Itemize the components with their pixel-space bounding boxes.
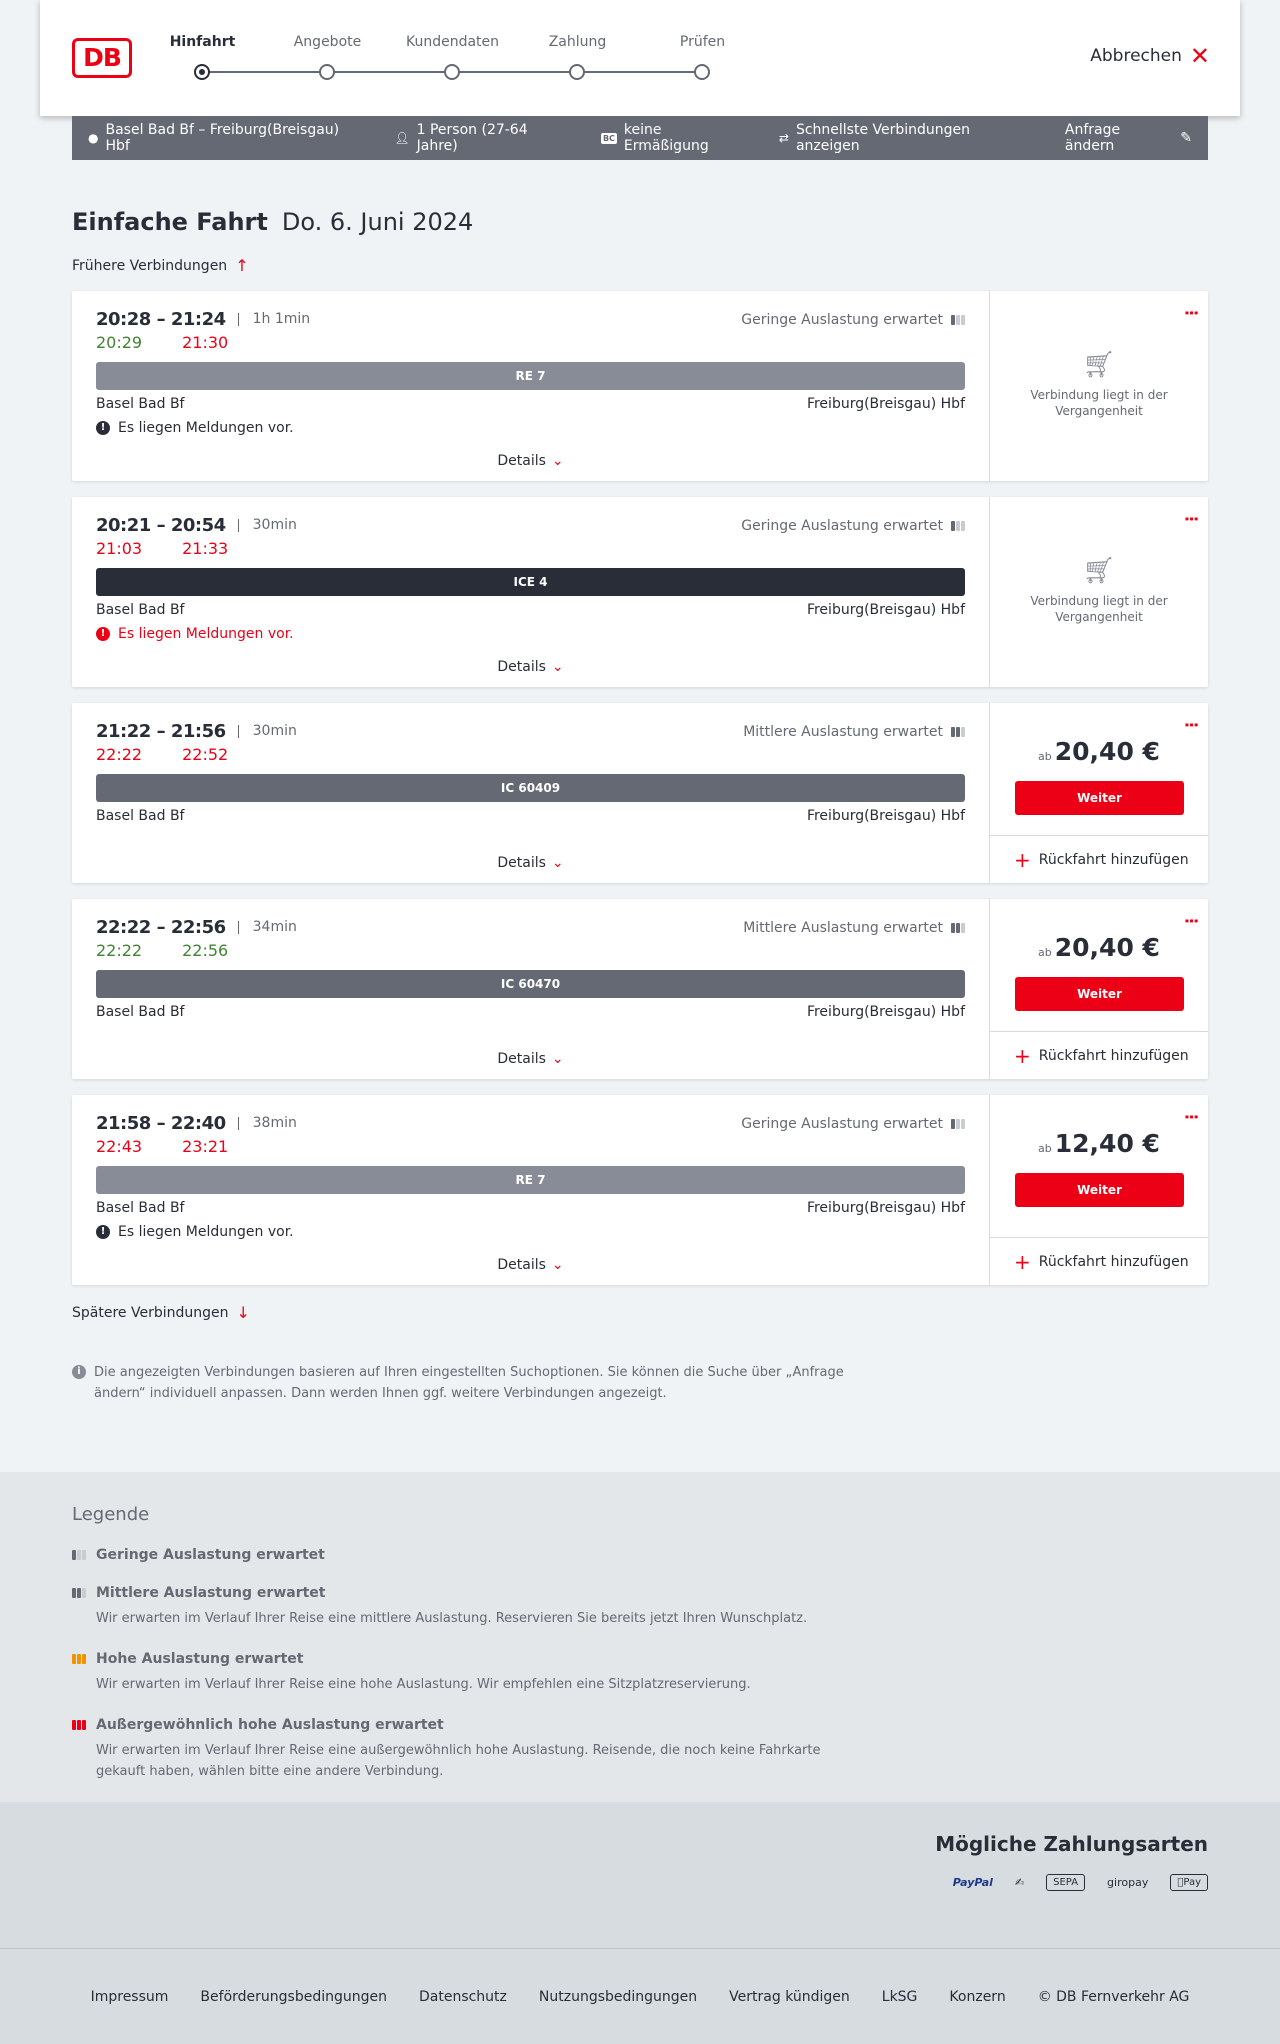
occupancy-label: Geringe Auslastung erwartet xyxy=(741,1115,943,1132)
scheduled-times: 22:22 – 22:56 xyxy=(96,917,226,938)
price-prefix: ab xyxy=(1038,750,1052,763)
step-dot xyxy=(444,64,460,80)
train-bar[interactable]: RE 7 xyxy=(96,362,965,390)
payment-title: Mögliche Zahlungsarten xyxy=(935,1832,1208,1856)
legend-title: Legende xyxy=(72,1504,150,1525)
legend-medium-title: Mittlere Auslastung erwartet xyxy=(96,1585,326,1601)
step-dot xyxy=(569,64,585,80)
legend-item-extreme xyxy=(72,1717,1208,1782)
more-options-icon[interactable]: ⋮ xyxy=(1182,717,1201,733)
connection-info xyxy=(72,899,990,1079)
occupancy-icon xyxy=(951,923,965,933)
details-toggle[interactable] xyxy=(72,453,989,469)
occupancy xyxy=(741,518,965,534)
person-icon: 👤︎ xyxy=(394,131,410,145)
location-pin-icon: ● xyxy=(88,131,99,145)
stations xyxy=(96,396,965,412)
header xyxy=(40,0,1240,116)
realtime-departure: 22:22 xyxy=(96,745,143,764)
results xyxy=(72,208,1208,1404)
connection-card xyxy=(72,497,1208,687)
to-station: Freiburg(Breisgau) Hbf xyxy=(806,808,965,824)
occupancy-label: Geringe Auslastung erwartet xyxy=(741,517,943,534)
weiter-button[interactable]: Weiter xyxy=(1015,781,1184,815)
offer-panel xyxy=(990,703,1208,883)
card-payment-icon: ✍ xyxy=(1014,1876,1025,1889)
legend-medium-desc: Wir erwarten im Verlauf Ihrer Reise eine mittlere Auslastung. Reservieren Sie bereits jetzt Ihren Wunschplatz. xyxy=(96,1611,808,1626)
realtime-arrival: 23:21 xyxy=(182,1137,229,1156)
past-notice xyxy=(990,351,1208,419)
abort-button[interactable] xyxy=(1090,42,1210,70)
occupancy-label: Geringe Auslastung erwartet xyxy=(741,311,943,328)
scheduled-times: 20:21 – 20:54 xyxy=(96,515,226,536)
arrow-up-icon: ↑ xyxy=(235,256,249,275)
cart-blocked-icon: 🛒︎ xyxy=(1082,350,1116,380)
occupancy-icon xyxy=(951,727,965,737)
offer-panel xyxy=(990,291,1208,481)
legend-extreme-desc: Wir erwarten im Verlauf Ihrer Reise eine außergewöhnlich hohe Auslastung. Reisende, die noch keine Fahrkarte gekauft haben, wählen bitte eine andere Verbindung. xyxy=(96,1743,821,1779)
query-route: Basel Bad Bf – Freiburg(Breisgau) Hbf xyxy=(105,122,340,154)
query-persons: 1 Person (27-64 Jahre) xyxy=(416,122,528,154)
chevron-down-icon: ⌄ xyxy=(551,855,564,871)
scheduled-times: 21:58 – 22:40 xyxy=(96,1113,226,1134)
footer-datenschutz[interactable]: Datenschutz xyxy=(418,1988,507,2005)
apple-pay-icon xyxy=(1170,1874,1208,1891)
details-label: Details xyxy=(497,453,546,469)
query-fastest[interactable]: Schnellste Verbindungen anzeigen xyxy=(795,122,971,154)
realtime-times xyxy=(96,745,965,764)
occupancy-icon xyxy=(951,521,965,531)
later-connections-link[interactable] xyxy=(72,1303,1208,1322)
chevron-down-icon: ⌄ xyxy=(551,1257,564,1273)
realtime-times xyxy=(96,539,965,558)
realtime-arrival: 22:56 xyxy=(182,941,229,960)
legend-high-desc: Wir erwarten im Verlauf Ihrer Reise eine hohe Auslastung. Wir empfehlen eine Sitzplatzreservierung. xyxy=(96,1677,751,1692)
realtime-departure: 22:22 xyxy=(96,941,143,960)
earlier-label: Frühere Verbindungen xyxy=(72,257,228,274)
query-discount: keine Ermäßigung xyxy=(623,122,709,154)
step-zahlung: Zahlung xyxy=(548,34,607,50)
message-notice[interactable] xyxy=(96,420,965,436)
price xyxy=(990,737,1208,766)
step-dot-active xyxy=(194,64,210,80)
price-value: 20,40 € xyxy=(1054,737,1160,766)
message-text: Es liegen Meldungen vor. xyxy=(118,626,294,642)
footer-kuendigen[interactable]: Vertrag kündigen xyxy=(729,1988,850,2005)
occupancy-icon xyxy=(951,315,965,325)
message-text: Es liegen Meldungen vor. xyxy=(118,420,294,436)
connection-card xyxy=(72,899,1208,1079)
details-label: Details xyxy=(497,855,546,871)
page-title xyxy=(72,208,1208,236)
alert-icon: ! xyxy=(96,421,110,435)
details-label: Details xyxy=(497,1051,546,1067)
arrow-down-icon: ↓ xyxy=(236,1303,250,1322)
occupancy xyxy=(743,724,965,740)
connection-info xyxy=(72,1095,990,1285)
connection-list xyxy=(72,291,1208,1285)
footer-copyright: © DB Fernverkehr AG xyxy=(1037,1988,1190,2005)
alert-icon: ! xyxy=(96,627,110,641)
legend-high-title: Hohe Auslastung erwartet xyxy=(96,1651,304,1667)
weiter-button[interactable]: Weiter xyxy=(1015,1173,1184,1207)
details-toggle[interactable] xyxy=(72,659,989,675)
db-logo[interactable]: DB xyxy=(72,38,132,78)
stations xyxy=(96,1004,965,1020)
realtime-departure: 20:29 xyxy=(96,333,143,352)
chevron-down-icon: ⌄ xyxy=(551,453,564,469)
details-toggle[interactable] xyxy=(72,1051,989,1067)
from-station: Basel Bad Bf xyxy=(96,396,185,412)
legend-item-low xyxy=(72,1547,1208,1563)
giropay-icon: giropay xyxy=(1107,1876,1149,1889)
query-bar xyxy=(72,116,1208,160)
step-hinfahrt: Hinfahrt xyxy=(169,34,236,50)
alert-icon: ! xyxy=(96,1225,110,1239)
return-label: Rückfahrt hinzufügen xyxy=(1038,1253,1189,1270)
from-station: Basel Bad Bf xyxy=(96,1004,185,1020)
plus-icon: + xyxy=(1014,1043,1031,1068)
to-station: Freiburg(Breisgau) Hbf xyxy=(806,602,965,618)
past-label: Verbindung liegt in der Vergangenheit xyxy=(1030,388,1168,418)
details-label: Details xyxy=(497,1257,546,1273)
trip-date: Do. 6. Juni 2024 xyxy=(281,208,474,236)
chevron-down-icon: ⌄ xyxy=(551,1051,564,1067)
add-return-button[interactable] xyxy=(990,835,1208,883)
from-station: Basel Bad Bf xyxy=(96,602,185,618)
duration: 1h 1min xyxy=(238,313,311,326)
to-station: Freiburg(Breisgau) Hbf xyxy=(806,396,965,412)
legend-extreme-title: Außergewöhnlich hohe Auslastung erwartet xyxy=(96,1717,444,1733)
price xyxy=(990,1129,1208,1158)
step-pruefen: Prüfen xyxy=(679,34,726,50)
step-dot xyxy=(694,64,710,80)
connection-card xyxy=(72,703,1208,883)
sepa-icon: SEPA xyxy=(1046,1874,1085,1891)
train-bar[interactable]: IC 60470 xyxy=(96,970,965,998)
payment-methods xyxy=(0,1802,1280,1948)
to-station: Freiburg(Breisgau) Hbf xyxy=(806,1200,965,1216)
weiter-button[interactable]: Weiter xyxy=(1015,977,1184,1011)
apple-pay-label: Pay xyxy=(1183,1877,1201,1888)
info-text: Die angezeigten Verbindungen basieren auf Ihren eingestellten Suchoptionen. Sie können die Suche über „Anfrage ändern“ individuell anpassen. Dann werden Ihnen ggf. weitere Verbindungen angezeigt. xyxy=(94,1365,844,1401)
realtime-arrival: 21:33 xyxy=(182,539,229,558)
realtime-arrival: 22:52 xyxy=(182,745,229,764)
details-toggle[interactable] xyxy=(72,1257,989,1273)
bahncard-icon: BC xyxy=(602,133,615,143)
details-toggle[interactable] xyxy=(72,855,989,871)
more-options-icon[interactable]: ⋮ xyxy=(1182,511,1201,527)
occupancy xyxy=(741,1116,965,1132)
return-label: Rückfahrt hinzufügen xyxy=(1038,851,1189,868)
legend-item-medium xyxy=(72,1585,1208,1629)
offer-panel xyxy=(990,497,1208,687)
occupancy-label: Mittlere Auslastung erwartet xyxy=(743,723,943,740)
realtime-arrival: 21:30 xyxy=(182,333,229,352)
later-label: Spätere Verbindungen xyxy=(72,1304,229,1321)
duration: 30min xyxy=(238,519,297,532)
price-value: 20,40 € xyxy=(1054,933,1160,962)
price xyxy=(990,933,1208,962)
message-notice[interactable] xyxy=(96,1224,965,1240)
connection-info xyxy=(72,497,990,687)
swap-icon: ⇄ xyxy=(778,131,789,145)
occupancy xyxy=(743,920,965,936)
more-options-icon[interactable]: ⋮ xyxy=(1182,913,1201,929)
message-text: Es liegen Meldungen vor. xyxy=(118,1224,294,1240)
occupancy xyxy=(741,312,965,328)
stations xyxy=(96,808,965,824)
step-kundendaten: Kundendaten xyxy=(405,34,500,50)
change-query-button[interactable] xyxy=(1065,122,1192,154)
legend xyxy=(0,1472,1280,1802)
legend-low-title: Geringe Auslastung erwartet xyxy=(96,1547,325,1563)
step-angebote: Angebote xyxy=(293,34,362,50)
occupancy-medium-icon xyxy=(72,1588,86,1598)
price-prefix: ab xyxy=(1038,946,1052,959)
footer-lksg[interactable]: LkSG xyxy=(881,1988,918,2005)
footer-nutzung[interactable]: Nutzungsbedingungen xyxy=(538,1988,698,2005)
realtime-departure: 22:43 xyxy=(96,1137,143,1156)
cart-blocked-icon: 🛒︎ xyxy=(1082,556,1116,586)
add-return-button[interactable] xyxy=(990,1237,1208,1285)
realtime-times xyxy=(96,1137,965,1156)
realtime-departure: 21:03 xyxy=(96,539,143,558)
past-notice xyxy=(990,557,1208,625)
duration: 38min xyxy=(238,1117,297,1130)
footer-konzern[interactable]: Konzern xyxy=(949,1988,1006,2005)
connection-card xyxy=(72,291,1208,481)
add-return-button[interactable] xyxy=(990,1031,1208,1079)
connection-info xyxy=(72,703,990,883)
offer-panel xyxy=(990,1095,1208,1285)
return-label: Rückfahrt hinzufügen xyxy=(1038,1047,1189,1064)
train-bar[interactable]: IC 60409 xyxy=(96,774,965,802)
offer-panel xyxy=(990,899,1208,1079)
occupancy-icon xyxy=(951,1119,965,1129)
connection-info xyxy=(72,291,990,481)
search-info xyxy=(72,1362,852,1404)
occupancy-low-icon xyxy=(72,1550,86,1560)
more-options-icon[interactable]: ⋮ xyxy=(1182,1109,1201,1125)
from-station: Basel Bad Bf xyxy=(96,808,185,824)
realtime-times xyxy=(96,333,965,352)
scheduled-times: 21:22 – 21:56 xyxy=(96,721,226,742)
duration: 34min xyxy=(238,921,297,934)
chevron-down-icon: ⌄ xyxy=(551,659,564,675)
legend-item-high xyxy=(72,1651,1208,1695)
occupancy-high-icon xyxy=(72,1654,86,1664)
earlier-connections-link[interactable] xyxy=(72,256,1208,275)
stations xyxy=(96,602,965,618)
footer-impressum[interactable]: Impressum xyxy=(90,1988,169,2005)
past-label: Verbindung liegt in der Vergangenheit xyxy=(1030,594,1168,624)
trip-type: Einfache Fahrt xyxy=(72,208,268,236)
occupancy-extreme-icon xyxy=(72,1720,86,1730)
pencil-icon: ✎ xyxy=(1180,130,1192,146)
price-value: 12,40 € xyxy=(1054,1129,1160,1158)
stations xyxy=(96,1200,965,1216)
price-prefix: ab xyxy=(1038,1142,1052,1155)
message-notice[interactable] xyxy=(96,626,965,642)
to-station: Freiburg(Breisgau) Hbf xyxy=(806,1004,965,1020)
scheduled-times: 20:28 – 21:24 xyxy=(96,309,226,330)
close-icon: ✕ xyxy=(1189,42,1210,70)
train-bar[interactable]: ICE 4 xyxy=(96,568,965,596)
plus-icon: + xyxy=(1014,847,1031,872)
abort-label: Abbrechen xyxy=(1090,46,1182,66)
paypal-icon: PayPal xyxy=(952,1876,993,1889)
connection-card xyxy=(72,1095,1208,1285)
footer xyxy=(0,1948,1280,2044)
duration: 30min xyxy=(238,725,297,738)
from-station: Basel Bad Bf xyxy=(96,1200,185,1216)
change-query-label: Anfrage ändern xyxy=(1064,122,1121,154)
plus-icon: + xyxy=(1014,1249,1031,1274)
info-icon: i xyxy=(72,1365,86,1379)
realtime-times xyxy=(96,941,965,960)
occupancy-label: Mittlere Auslastung erwartet xyxy=(743,919,943,936)
step-dot xyxy=(319,64,335,80)
more-options-icon[interactable]: ⋮ xyxy=(1182,305,1201,321)
train-bar[interactable]: RE 7 xyxy=(96,1166,965,1194)
footer-befoerderung[interactable]: Beförderungsbedingungen xyxy=(200,1988,387,2005)
details-label: Details xyxy=(497,659,546,675)
progress-steps xyxy=(169,34,726,84)
